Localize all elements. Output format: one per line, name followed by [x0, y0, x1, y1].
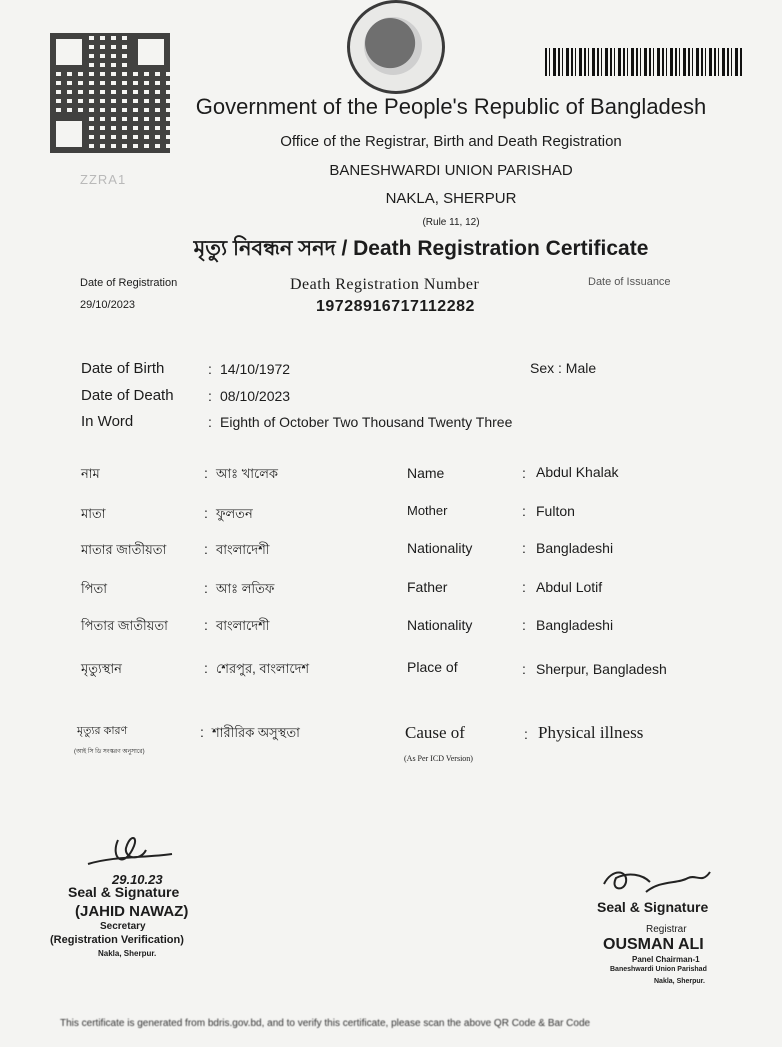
certificate-title: মৃত্যু নিবন্ধন সনদ / Death Registration Certificate [193, 237, 649, 260]
detail-en-label: Nationality [407, 617, 473, 633]
detail-bn-value: ফুলতন [216, 506, 253, 521]
detail-en-value: Bangladeshi [536, 617, 614, 633]
detail-bn-label: নাম [81, 466, 100, 481]
right-signatory-name: OUSMAN ALI [603, 936, 704, 953]
place-heading: NAKLA, SHERPUR [385, 190, 517, 207]
in-word-label: In Word [81, 413, 134, 430]
detail-en-label: Name [407, 465, 445, 481]
registration-number-value: 19728916717112282 [316, 298, 475, 315]
death-date-label: Date of Death [81, 387, 174, 404]
detail-bn-value: বাংলাদেশী [216, 542, 270, 557]
left-verification-label: (Registration Verification) [50, 934, 184, 946]
government-seal [347, 0, 445, 94]
detail-bn-label: পিতার জাতীয়তা [81, 618, 168, 633]
cause-en-sub: (As Per ICD Version) [404, 754, 473, 763]
right-signatory-line1: Panel Chairman-1 [632, 955, 700, 964]
office-heading: Office of the Registrar, Birth and Death Registration [280, 133, 622, 150]
left-seal-label: Seal & Signature [68, 884, 180, 900]
detail-en-value: Fulton [536, 503, 575, 519]
sex-value: Sex : Male [530, 360, 597, 376]
left-signature-scribble [84, 828, 184, 878]
union-heading: BANESHWARDI UNION PARISHAD [329, 162, 573, 179]
detail-bn-label: মৃত্যুস্থান [81, 661, 122, 676]
right-signatory-line2: Baneshwardi Union Parishad [610, 966, 707, 973]
cause-en-label: Cause of [405, 723, 465, 742]
seal-emblem [364, 17, 422, 75]
right-signature-scribble [598, 862, 722, 902]
detail-bn-value: আঃ লতিফ [216, 581, 275, 596]
right-seal-label: Seal & Signature [597, 899, 709, 915]
rule-reference: (Rule 11, 12) [422, 217, 480, 228]
in-word-value: Eighth of October Two Thousand Twenty Three [220, 414, 513, 430]
left-signatory-name: (JAHID NAWAZ) [75, 903, 189, 920]
detail-bn-label: পিতা [81, 581, 108, 596]
left-signatory-role: Secretary [100, 921, 146, 932]
registration-date-label: Date of Registration [80, 277, 178, 289]
issuance-date-label: Date of Issuance [588, 276, 671, 288]
detail-bn-label: মাতার জাতীয়তা [81, 542, 167, 557]
right-signatory-line3: Nakla, Sherpur. [654, 978, 705, 985]
cause-en-value: Physical illness [538, 723, 644, 742]
registration-number-label: Death Registration Number [290, 276, 480, 293]
qr-finder-top-left [50, 33, 88, 71]
registration-date-value: 29/10/2023 [80, 299, 136, 311]
cause-bn-value: শারীরিক অসুস্থতা [212, 725, 300, 740]
detail-en-value: Abdul Khalak [536, 464, 619, 480]
detail-bn-label: মাতা [81, 506, 106, 521]
detail-en-label: Mother [407, 503, 448, 518]
right-signatory-role: Registrar [646, 924, 687, 935]
barcode [545, 48, 742, 76]
detail-en-label: Father [407, 579, 448, 595]
detail-en-value: Sherpur, Bangladesh [536, 661, 667, 677]
qr-finder-top-right [132, 33, 170, 71]
death-date-value: 08/10/2023 [220, 388, 291, 404]
detail-bn-value: শেরপুর, বাংলাদেশ [216, 661, 310, 676]
left-signature-date: 29.10.23 [112, 872, 163, 887]
detail-bn-value: আঃ খালেক [216, 466, 279, 481]
cause-bn-sub: (আই সি ডি সংস্করণ অনুসারে) [74, 749, 145, 755]
birth-date-label: Date of Birth [81, 360, 165, 377]
cause-bn-label: মৃত্যুর কারণ [77, 725, 128, 737]
left-signatory-place: Nakla, Sherpur. [98, 949, 157, 958]
footer-note: This certificate is generated from bdris.gov.bd, and to verify this certificate, please scan the above QR Code & Bar Code [60, 1018, 591, 1029]
qr-code-caption: ZZRA1 [80, 172, 127, 187]
detail-en-label: Nationality [407, 540, 473, 556]
government-heading: Government of the People's Republic of Bangladesh [195, 94, 707, 119]
birth-date-value: 14/10/1972 [220, 361, 291, 377]
detail-en-label: Place of [407, 659, 458, 675]
detail-en-value: Bangladeshi [536, 540, 614, 556]
detail-bn-value: বাংলাদেশী [216, 618, 270, 633]
detail-en-value: Abdul Lotif [536, 579, 603, 595]
